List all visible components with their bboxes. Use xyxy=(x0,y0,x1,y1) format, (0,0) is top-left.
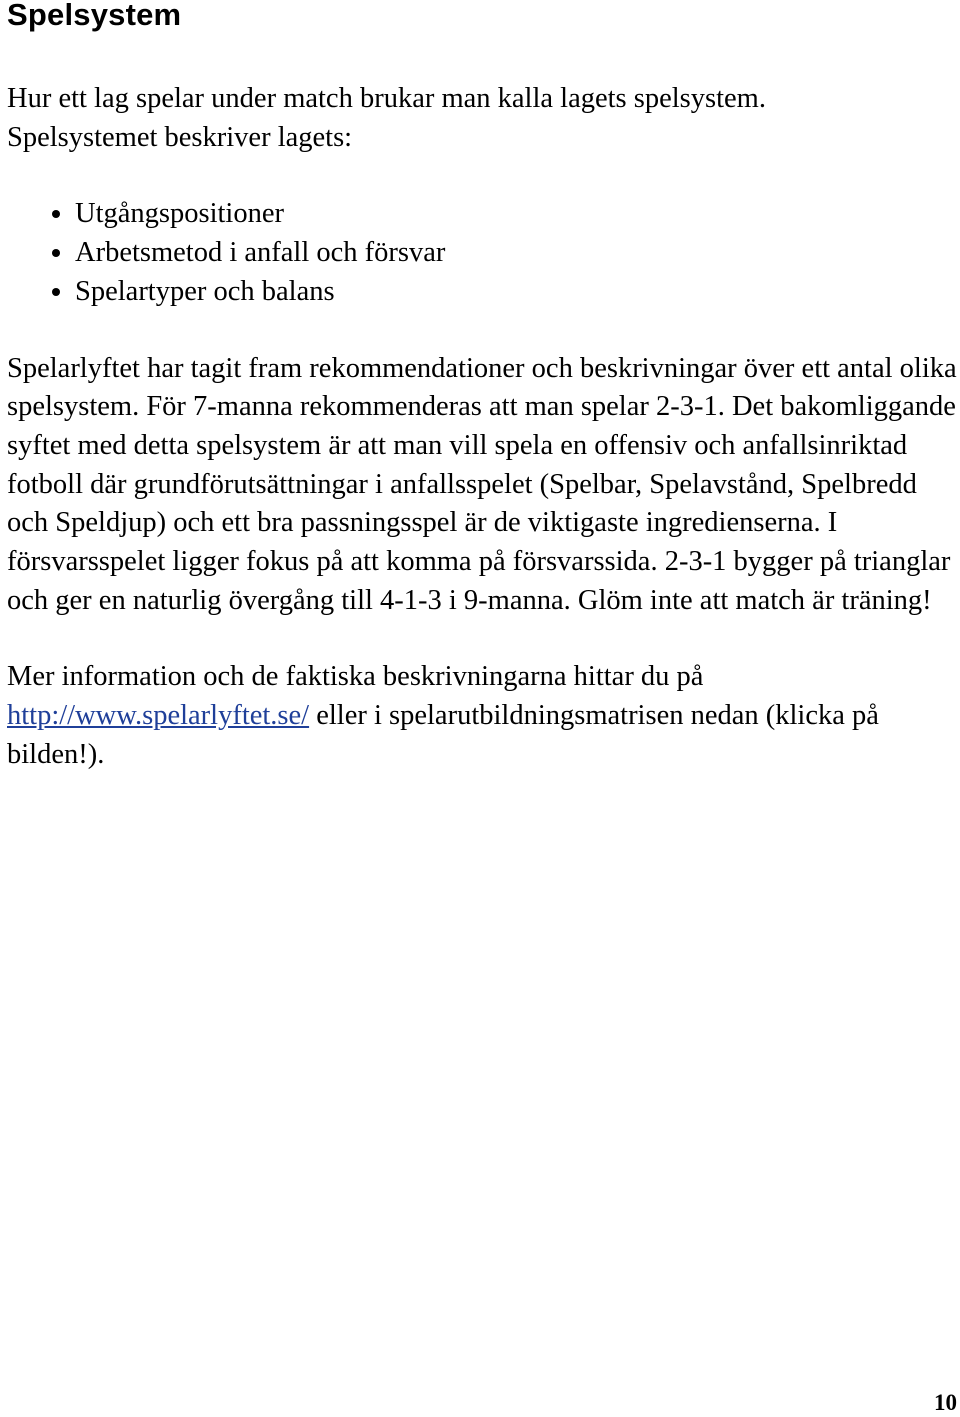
intro-paragraph xyxy=(7,80,957,157)
page-title: Spelsystem xyxy=(7,0,182,32)
more-info-tail: eller i spelarutbildningsmatrisen nedan (klicka på bilden!). xyxy=(7,700,879,770)
spelarlyftet-link[interactable]: http://www.spelarlyftet.se/ xyxy=(7,700,310,732)
document-page xyxy=(7,0,957,775)
more-info-paragraph xyxy=(7,658,957,774)
page-number: 10 xyxy=(934,1390,957,1415)
intro-line-2: Spelsystemet beskriver lagets: xyxy=(7,121,353,153)
list-item: • Utgångspositioner xyxy=(75,195,957,234)
bullet-list xyxy=(7,195,957,311)
intro-line-1: Hur ett lag spelar under match brukar man kalla lagets spelsystem. xyxy=(7,83,766,114)
body-paragraph: Spelarlyftet har tagit fram rekommendationer och beskrivningar över ett antal olika spelsystem. För 7-manna rekommenderas att man spelar 2-3-1. Det bakomliggande syftet med detta spelsystem är att man vill spela en offensiv och anfallsinriktad fotboll där grundförutsättningar i anfallsspelet (Spelbar, Spelavstånd, Spelbredd och Speldjup) och ett bra passningsspel är de viktigaste ingredienserna. I försvarsspelet ligger fokus på att komma på försvarssida. 2-3-1 bygger på trianglar och ger en naturlig övergång till 4-1-3 i 9-manna. Glöm inte att match är träning! xyxy=(7,352,957,616)
list-item: • Arbetsmetod i anfall och försvar xyxy=(75,234,957,273)
list-item: • Spelartyper och balans xyxy=(75,273,957,312)
more-info-text: Mer information och de faktiska beskrivningarna hittar du på xyxy=(7,661,704,693)
